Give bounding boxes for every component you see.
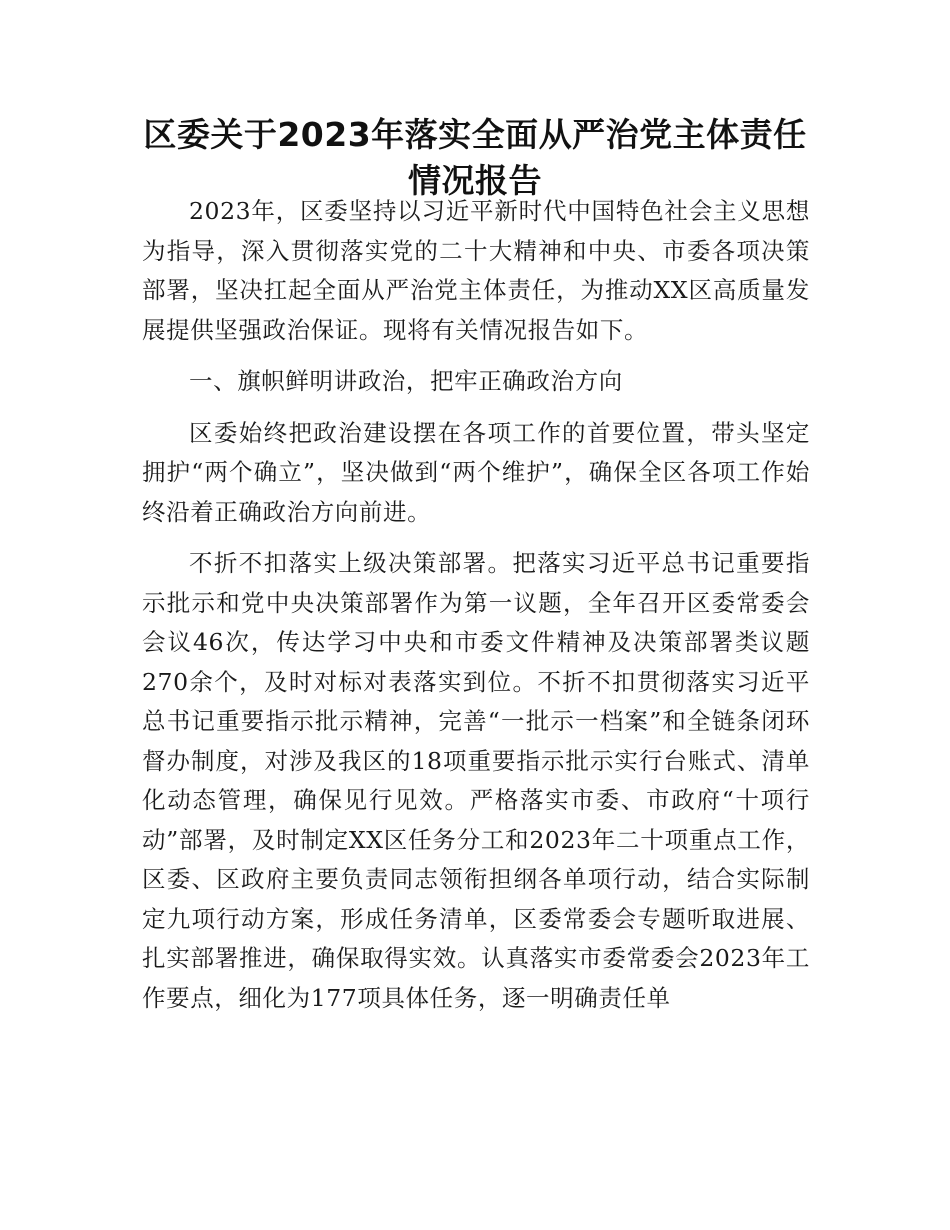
document-title: 区委关于2023年落实全面从严治党主体责任情况报告	[143, 115, 807, 200]
section1-paragraph-1: 区委始终把政治建设摆在各项工作的首要位置，带头坚定拥护“两个确立”，坚决做到“两个维护”，确保全区各项工作始终沿着正确政治方向前进。	[142, 418, 810, 526]
document-body	[142, 192, 810, 1018]
intro-paragraph: 2023年，区委坚持以习近平新时代中国特色社会主义思想为指导，深入贯彻落实党的二十大精神和中央、市委各项决策部署，坚决扛起全面从严治党主体责任，为推动XX区高质量发展提供坚强政治保证。现将有关情况报告如下。	[142, 197, 810, 344]
section1-paragraph-2: 不折不扣落实上级决策部署。把落实习近平总书记重要指示批示和党中央决策部署作为第一议题，全年召开区委常委会会议46次，传达学习中央和市委文件精神及决策部署类议题270余个，及时对标对表落实到位。不折不扣贯彻落实习近平总书记重要指示批示精神，完善“一批示一档案”和全链条闭环督办制度，对涉及我区的18项重要指示批示实行台账式、清单化动态管理，确保见行见效。严格落实市委、市政府“十项行动”部署，及时制定XX区任务分工和2023年二十项重点工作，区委、区政府主要负责同志领衔担纲各单项行动，结合实际制定九项行动方案，形成任务清单，区委常委会专题听取进展、扎实部署推进，确保取得实效。认真落实市委常委会2023年工作要点，细化为177项具体任务，逐一明确责任单	[142, 549, 810, 1012]
section-heading-1: 一、旗帜鲜明讲政治，把牢正确政治方向	[189, 367, 623, 395]
